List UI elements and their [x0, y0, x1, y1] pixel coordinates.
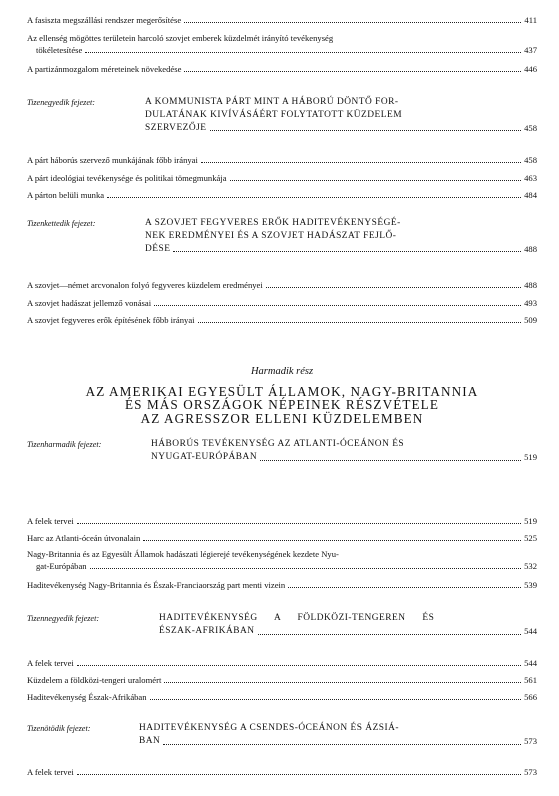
toc-entry — [27, 297, 537, 309]
chapter-title — [145, 217, 537, 255]
toc-entry — [27, 189, 537, 201]
part-title-line: AZ AMERIKAI EGYESÜLT ÁLLAMOK, NAGY-BRITANNIA — [85, 384, 479, 399]
entry-title-continued: tökéletesítése — [36, 45, 83, 56]
entry-title-continued: gat-Európában — [36, 561, 87, 572]
page-number: 509 — [524, 315, 537, 325]
toc-entry — [27, 674, 537, 686]
dot-leader — [90, 568, 522, 569]
dot-leader — [210, 130, 522, 131]
dot-leader — [260, 460, 521, 461]
entry-title: Nagy-Britannia és az Egyesült Államok hadászati légierejé tevékenységének kezdete Nyu- — [27, 549, 339, 559]
chapter-label: Tizenkettedik fejezet: — [27, 219, 96, 228]
toc-entry — [27, 548, 537, 572]
entry-title: A felek tervei — [27, 658, 74, 668]
toc-entry — [27, 657, 537, 669]
page-number: 484 — [524, 190, 537, 200]
dot-leader — [258, 634, 522, 635]
page-number: 573 — [524, 767, 537, 777]
page-number: 539 — [524, 580, 537, 590]
page-number: 519 — [524, 516, 537, 526]
toc-entry — [27, 154, 537, 166]
dot-leader — [77, 774, 521, 775]
toc-entry — [27, 766, 537, 778]
page-number: 532 — [524, 561, 537, 572]
entry-title: Haditevékenység Nagy-Britannia és Észak-Franciaország part menti vizein — [27, 580, 286, 590]
page-number: 411 — [524, 15, 537, 25]
chapter-title-line: ÉSZAK-AFRIKÁBAN — [159, 625, 255, 636]
chapter-title-line: HÁBORÚS TEVÉKENYSÉG AZ ATLANTI-ÓCEÁNON ÉS — [151, 439, 405, 449]
toc-entry — [27, 32, 537, 56]
entry-title: A partizánmozgalom méreteinek növekedése — [27, 64, 182, 74]
page-number: 561 — [524, 675, 537, 685]
entry-title: A párt ideológiai tevékenysége és politikai tömegmunkája — [27, 173, 227, 183]
chapter-title-line: HADITEVÉKENYSÉG A CSENDES-ÓCEÁNON ÉS ÁZSIÁ- — [139, 723, 400, 733]
toc-entry — [27, 279, 537, 291]
entry-title: A szovjet—német arcvonalon folyó fegyveres küzdelem eredményei — [27, 280, 263, 290]
entry-title: Haditevékenység Észak-Afrikában — [27, 692, 147, 702]
toc-entry — [27, 314, 537, 326]
dot-leader — [107, 197, 521, 198]
dot-leader — [184, 71, 521, 72]
entry-title: A párt háborús szervező munkájának főbb irányai — [27, 155, 198, 165]
part-label: Harmadik rész — [250, 366, 314, 377]
page-number: 573 — [524, 735, 537, 746]
chapter-title — [151, 438, 537, 464]
dot-leader — [201, 162, 521, 163]
dot-leader — [85, 52, 521, 53]
page-number: 566 — [524, 692, 537, 702]
chapter-label: Tizennegyedik fejezet: — [27, 614, 100, 623]
entry-title: A fasiszta megszállási rendszer megerősítése — [27, 15, 182, 25]
chapter-title-line: NEK EREDMÉNYEI ÉS A SZOVJET HADÁSZAT FEJLŐ- — [145, 230, 397, 241]
chapter-title-line: A KOMMUNISTA PÁRT MINT A HÁBORÚ DÖNTŐ FOR- — [145, 97, 399, 107]
page-number: 437 — [524, 45, 537, 56]
dot-leader — [173, 251, 521, 252]
part-title-line: AZ AGRESSZOR ELLENI KÜZDELEMBEN — [140, 410, 424, 426]
page-number: 488 — [524, 243, 537, 254]
toc-entry — [27, 14, 537, 26]
page-number: 446 — [524, 64, 537, 74]
dot-leader — [150, 699, 522, 700]
entry-title: Harc az Atlanti-óceán útvonalain — [27, 533, 141, 543]
page-number: 458 — [524, 122, 537, 133]
dot-leader — [288, 587, 521, 588]
dot-leader — [164, 682, 521, 683]
page-number: 488 — [524, 280, 537, 290]
entry-title: A párton belüli munka — [27, 190, 105, 200]
chapter-title — [145, 96, 537, 134]
page-number: 493 — [524, 298, 537, 308]
page-number: 519 — [524, 451, 537, 462]
toc-entry — [27, 532, 537, 544]
chapter-title-line: A SZOVJET FEGYVERES ERŐK HADITEVÉKENYSÉGÉ- — [145, 218, 401, 228]
chapter-title-line: DULATÁNAK KIVÍVÁSÁÉRT FOLYTATOTT KÜZDELEM — [145, 109, 403, 120]
chapter-title-line: NYUGAT-EURÓPÁBAN — [151, 451, 258, 462]
page-number: 525 — [524, 533, 537, 543]
entry-title: A szovjet hadászat jellemző vonásai — [27, 298, 152, 308]
toc-entry — [27, 172, 537, 184]
chapter-label: Tizenharmadik fejezet: — [27, 440, 102, 449]
dot-leader — [143, 540, 521, 541]
chapter-title-line: BAN — [139, 735, 161, 746]
chapter-title — [159, 612, 537, 638]
page-number: 463 — [524, 173, 537, 183]
chapter-title — [139, 722, 537, 748]
entry-title: Küzdelem a földközi-tengeri uralomért — [27, 675, 162, 685]
toc-entry — [27, 515, 537, 527]
entry-title: Az ellenség mögöttes területein harcoló szovjet emberek küzdelmét irányító tevékenység — [27, 33, 334, 43]
toc-entry — [27, 691, 537, 703]
part-title — [27, 385, 537, 425]
chapter-title-line: HADITEVÉKENYSÉG A FÖLDKÖZI-TENGEREN ÉS — [159, 613, 435, 623]
chapter-title-line: SZERVEZŐJE — [145, 122, 207, 133]
entry-title: A szovjet fegyveres erők építésének főbb irányai — [27, 315, 195, 325]
page-number: 544 — [524, 625, 537, 636]
dot-leader — [230, 180, 522, 181]
toc-entry — [27, 63, 537, 75]
dot-leader — [77, 665, 521, 666]
dot-leader — [163, 744, 521, 745]
page-number: 544 — [524, 658, 537, 668]
dot-leader — [154, 305, 521, 306]
chapter-label: Tizenötödik fejezet: — [27, 724, 91, 733]
dot-leader — [198, 322, 522, 323]
chapter-label: Tizenegyedik fejezet: — [27, 98, 95, 107]
dot-leader — [77, 523, 521, 524]
dot-leader — [184, 22, 521, 23]
part-title-line: ÉS MÁS ORSZÁGOK NÉPEINEK RÉSZVÉTELE — [125, 397, 439, 413]
page-number: 458 — [524, 155, 537, 165]
dot-leader — [266, 287, 521, 288]
chapter-title-line: DÉSE — [145, 243, 171, 254]
toc-entry — [27, 579, 537, 591]
entry-title: A felek tervei — [27, 516, 74, 526]
entry-title: A felek tervei — [27, 767, 74, 777]
